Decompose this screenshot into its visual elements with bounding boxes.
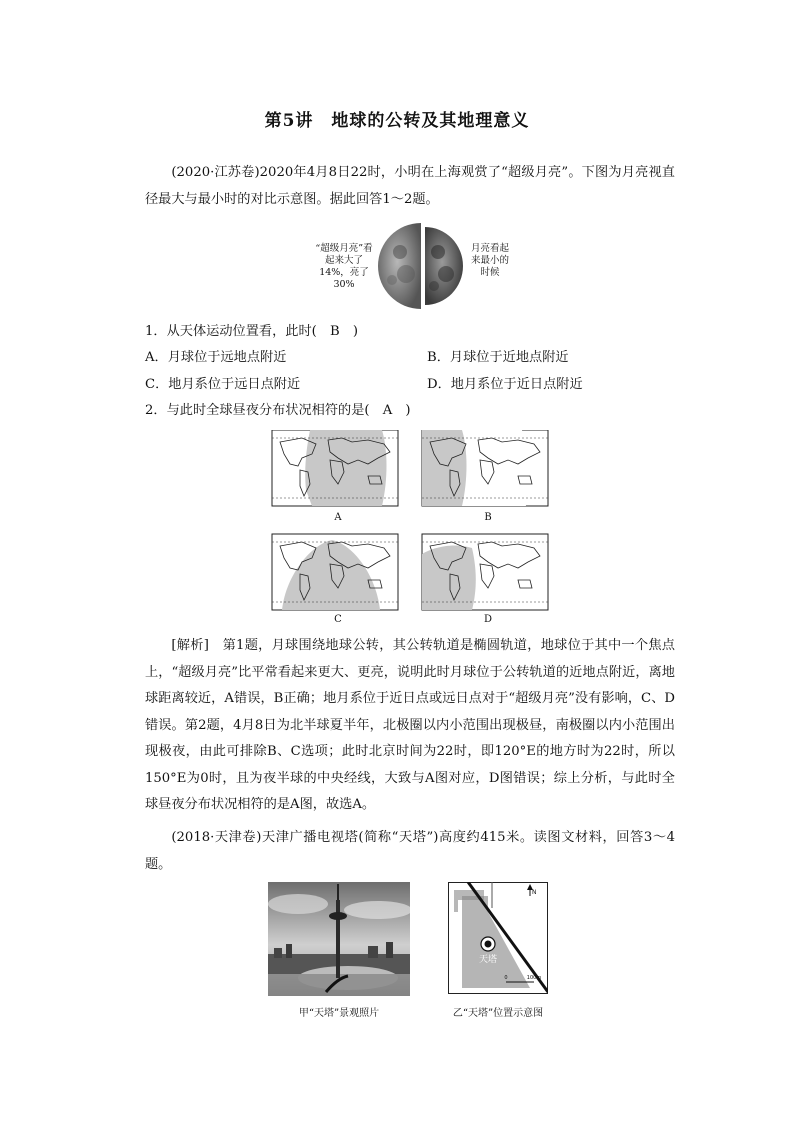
- day-night-maps: [270, 430, 550, 625]
- q1-option-c: C．地月系位于远日点附近: [145, 377, 301, 392]
- scale-end-label: 100m: [526, 975, 542, 981]
- tower-map-label: 天塔: [478, 955, 498, 965]
- map-b: [422, 430, 548, 506]
- map-c: [272, 534, 398, 610]
- moon-comparison-figure: [376, 222, 466, 310]
- q1-option-a: A．月球位于远地点附近: [145, 350, 287, 365]
- scale-zero-label: 0: [504, 975, 508, 981]
- map-d-label: D: [483, 614, 493, 625]
- super-moon-half: [378, 223, 421, 309]
- moon-right-label: 月亮看起来最小的时候: [470, 243, 509, 278]
- map-d: [422, 534, 548, 610]
- question-2-stem: 2．与此时全球昼夜分布状况相符的是( A ): [145, 403, 411, 418]
- question-1-stem: 1．从天体运动位置看，此时( B ): [145, 324, 358, 339]
- map-c-label: C: [334, 614, 342, 625]
- intro-paragraph-1: (2020·江苏卷)2020年4月8日22时，小明在上海观赏了“超级月亮”。下图为月亮视直径最大与最小时的对比示意图。据此回答1～2题。: [145, 165, 675, 207]
- north-arrow-label: N: [532, 889, 537, 896]
- page-title: 第5讲 地球的公转及其地理意义: [264, 111, 530, 131]
- intro-paragraph-2: (2018·天津卷)天津广播电视塔(简称“天塔”)高度约415米。读图文材料，回答3～4题。: [145, 830, 675, 872]
- q1-option-b: B．月球位于近地点附近: [427, 350, 569, 365]
- small-moon-half: [425, 227, 463, 305]
- map-a-label: A: [334, 512, 342, 523]
- map-caption: 乙“天塔”位置示意图: [452, 1008, 544, 1019]
- q1-option-d: D．地月系位于近日点附近: [427, 377, 583, 392]
- tianta-photo: [268, 882, 410, 996]
- map-b-label: B: [484, 512, 492, 523]
- tianta-location-map: [448, 882, 548, 994]
- photo-caption: 甲“天塔”景观照片: [298, 1008, 380, 1019]
- map-a: [272, 430, 398, 506]
- analysis-paragraph: [解析] 第1题，月球围绕地球公转，其公转轨道是椭圆轨道，地球位于其中一个焦点上，“超级月亮”比平常看起来更大、更亮，说明此时月球位于公转轨道的近地点附近，离地球距离较近，A错误，B正确；地月系位于近日点或远日点对于“超级月亮”没有影响，C、D错误。第2题，4月8日为北半球夏半年，北极圈以内小范围出现极昼，南极圈以内小范围出现极夜，由此可排除B、C选项；此时北京时间为22时，即120°E的地方时为22时，所以150°E为0时，且为夜半球的中央经线，大致与A图对应，D图错误；综上分析，与此时全球昼夜分布状况相符的是A图，故选A。: [145, 638, 675, 812]
- moon-left-label: “超级月亮”看起来大了14%，亮了30%: [315, 243, 373, 290]
